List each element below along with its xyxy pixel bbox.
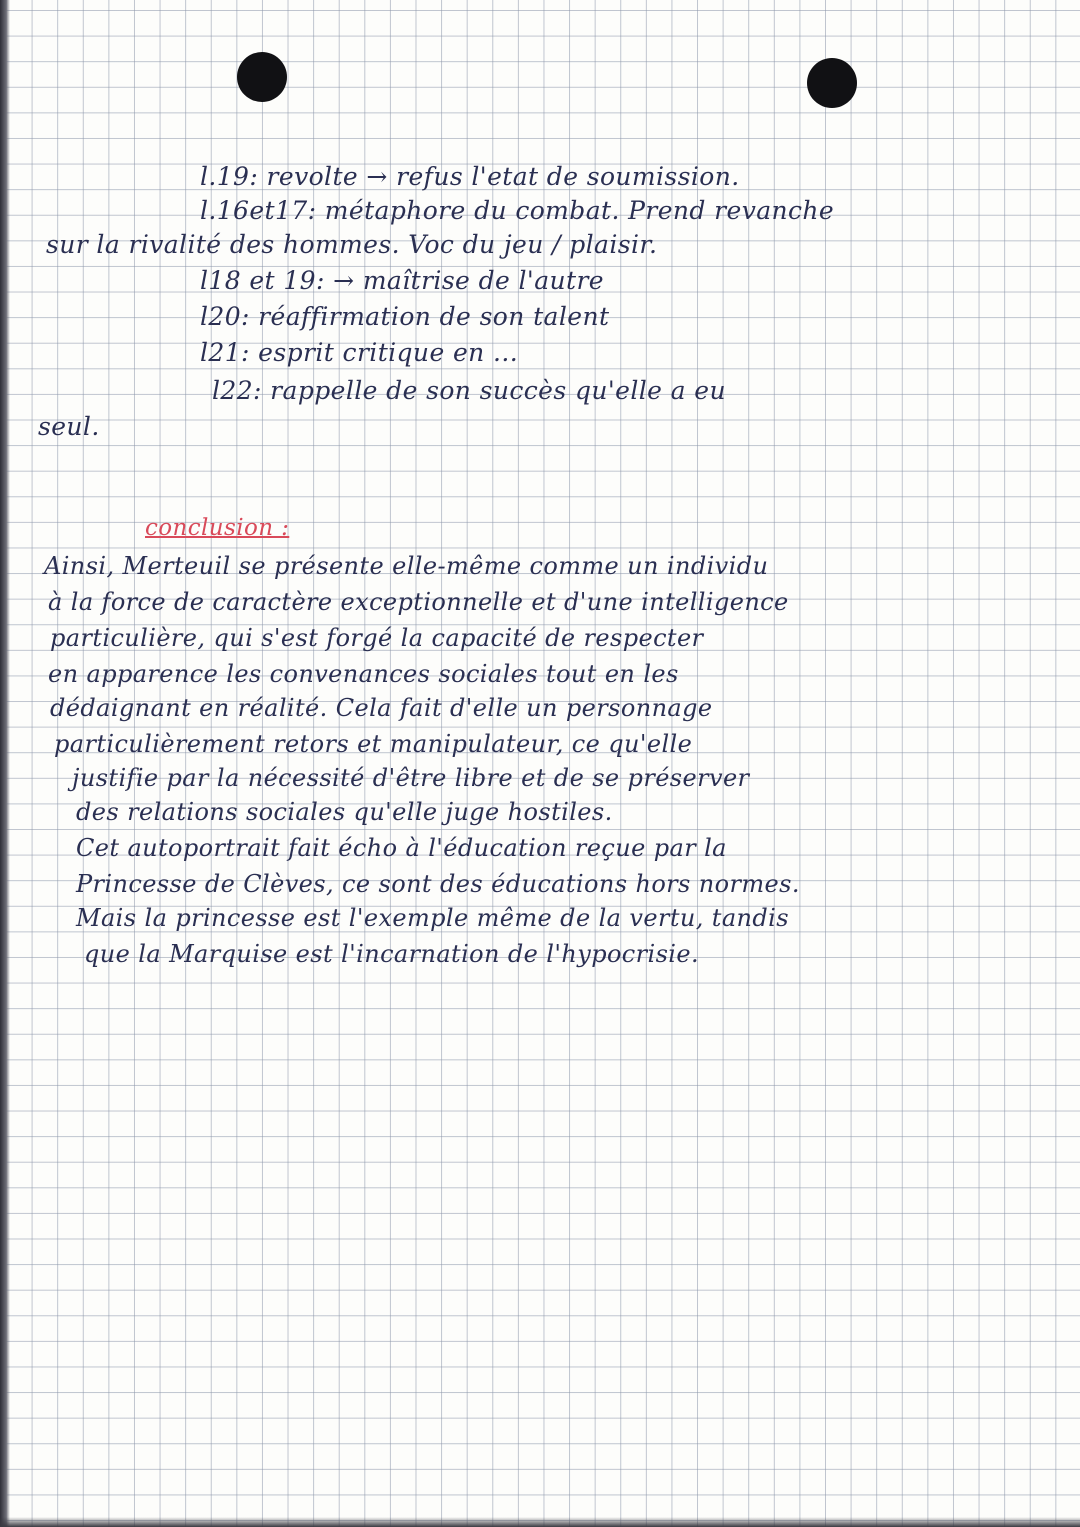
note-line-6: l21: esprit critique en ...	[200, 338, 519, 367]
punch-hole-right	[807, 58, 857, 108]
conclusion-line-2: à la force de caractère exceptionnelle et d'une intelligence	[48, 588, 789, 616]
conclusion-line-5: dédaignant en réalité. Cela fait d'elle un personnage	[50, 694, 713, 722]
note-line-2: l.16et17: métaphore du combat. Prend revanche	[200, 196, 835, 225]
note-line-4: l18 et 19: → maîtrise de l'autre	[200, 266, 604, 295]
conclusion-line-8: des relations sociales qu'elle juge hostiles.	[76, 798, 613, 826]
punch-hole-left	[237, 52, 287, 102]
conclusion-line-11: Mais la princesse est l'exemple même de la vertu, tandis	[76, 904, 789, 932]
note-line-7: l22: rappelle de son succès qu'elle a eu	[212, 376, 726, 405]
note-line-5: l20: réaffirmation de son talent	[200, 302, 610, 331]
conclusion-line-12: que la Marquise est l'incarnation de l'hypocrisie.	[84, 940, 700, 968]
conclusion-line-7: justifie par la nécessité d'être libre et de se préserver	[72, 764, 750, 792]
conclusion-line-9: Cet autoportrait fait écho à l'éducation reçue par la	[76, 834, 727, 862]
note-line-8: seul.	[38, 412, 100, 441]
conclusion-line-3: particulière, qui s'est forgé la capacité de respecter	[50, 624, 704, 652]
conclusion-line-10: Princesse de Clèves, ce sont des éducations hors normes.	[76, 870, 800, 898]
note-line-3: sur la rivalité des hommes. Voc du jeu / plaisir.	[46, 230, 658, 259]
conclusion-line-4: en apparence les convenances sociales tout en les	[48, 660, 679, 688]
conclusion-line-1: Ainsi, Merteuil se présente elle-même comme un individu	[44, 552, 769, 580]
conclusion-heading: conclusion :	[145, 515, 290, 541]
note-line-1: l.19: revolte → refus l'etat de soumission.	[200, 162, 740, 191]
conclusion-line-6: particulièrement retors et manipulateur, ce qu'elle	[54, 730, 693, 758]
